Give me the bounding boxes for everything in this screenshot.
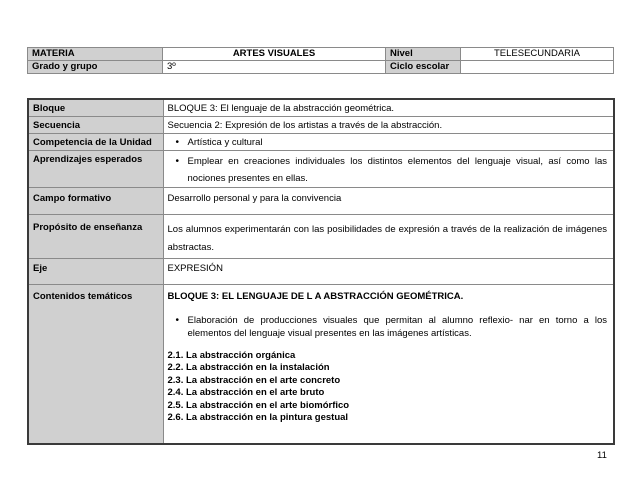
header-table <box>27 47 614 74</box>
grado-label: Grado y grupo <box>28 61 163 74</box>
ciclo-value <box>461 61 614 74</box>
aprendizajes-value: • Emplear en creaciones individuales los distintos elementos del lenguaje visual, así como las nociones presentes en ellas. <box>188 153 608 187</box>
campo-value: Desarrollo personal y para la convivencia <box>163 187 614 214</box>
contenidos-label: Contenidos temáticos <box>28 284 163 444</box>
list-item: 2.3. La abstracción en el arte concreto <box>167 374 341 386</box>
contenidos-title: BLOQUE 3: EL LENGUAJE DE L A ABSTRACCIÓN GEOMÉTRICA. <box>167 290 464 302</box>
competencia-cell <box>163 133 614 150</box>
list-item: 2.2. La abstracción en la instalación <box>167 362 330 374</box>
competencia-list <box>168 136 608 149</box>
contenidos-cell <box>163 284 614 444</box>
contenidos-bullet-list <box>168 314 608 340</box>
main-table <box>27 98 615 445</box>
materia-value: ARTES VISUALES <box>163 48 386 61</box>
competencia-label: Competencia de la Unidad <box>28 133 163 150</box>
list-item: 2.5. La abstracción en el arte biomórfico <box>167 399 350 411</box>
list-item: 2.4. La abstracción en el arte bruto <box>167 387 325 399</box>
bloque-label: Bloque <box>28 99 163 116</box>
list-item: 2.6. La abstracción en la pintura gestual <box>167 412 349 424</box>
secuencia-value: Secuencia 2: Expresión de los artistas a través de la abstracción. <box>163 116 614 133</box>
bloque-value: BLOQUE 3: El lenguaje de la abstracción geométrica. <box>163 99 614 116</box>
competencia-value: • Artística y cultural <box>188 136 608 149</box>
contenidos-bullet: • Elaboración de producciones visuales que permitan al alumno reflexio- nar en torno a los elementos del lenguaje visual presentes en las imágenes artísticas. <box>188 314 608 340</box>
eje-label: Eje <box>28 258 163 284</box>
aprendizajes-cell <box>163 150 614 187</box>
materia-label: MATERIA <box>28 48 163 61</box>
page-number: 11 <box>597 450 607 461</box>
campo-label: Campo formativo <box>28 187 163 214</box>
ciclo-label: Ciclo escolar <box>386 61 461 74</box>
secuencia-label: Secuencia <box>28 116 163 133</box>
nivel-label: Nivel <box>386 48 461 61</box>
aprendizajes-label: Aprendizajes esperados <box>28 150 163 187</box>
eje-value: EXPRESIÓN <box>163 258 614 284</box>
contenidos-items <box>168 350 608 426</box>
proposito-label: Propósito de enseñanza <box>28 214 163 258</box>
proposito-value: Los alumnos experimentarán con las posibilidades de expresión a través de la realización de imágenes abstractas. <box>163 214 614 258</box>
grado-value: 3º <box>163 61 386 74</box>
list-item: 2.1. La abstracción orgánica <box>167 349 296 361</box>
nivel-value: TELESECUNDARIA <box>461 48 614 61</box>
aprendizajes-list <box>168 153 608 187</box>
